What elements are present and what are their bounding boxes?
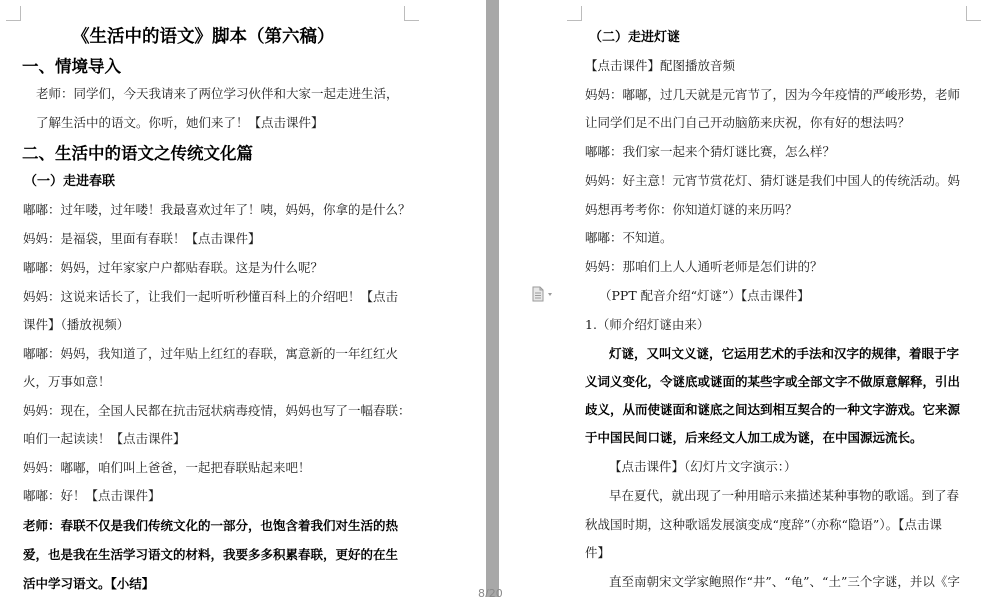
dialog-line: 妈妈：这说来话长了，让我们一起听听秒懂百科上的介绍吧！【点击: [23, 289, 399, 304]
page-corner-mark: [6, 6, 21, 21]
text-line: （PPT 配音介绍“灯谜”）【点击课件】: [599, 288, 810, 303]
dialog-line: 咱们一起读读！【点击课件】: [23, 431, 186, 446]
text-line: 直至南朝宋文学家鲍照作“井”、“龟”、“土”三个字谜，并以《字: [609, 574, 960, 589]
dialog-line: 妈妈：那咱们上人人通听老师是怎们讲的？: [585, 259, 823, 274]
dialog-line: 妈妈：嘟嘟，过几天就是元宵节了，因为今年疫情的严峻形势，老师: [585, 87, 961, 102]
summary-line: 老师：春联不仅是我们传统文化的一部分，也饱含着我们对生活的热: [23, 518, 399, 533]
definition-line: 歧义，从而使谜面和谜底之间达到相互契合的一种文字游戏。它来源: [585, 402, 961, 417]
subsection-heading-couplets: （一）走进春联: [24, 174, 116, 189]
dialog-line: 课件】（播放视频）: [23, 317, 130, 332]
dialog-line: 嘟嘟：妈妈，我知道了，过年贴上红红的春联，寓意新的一年红红火: [23, 346, 399, 361]
text-line: 了解生活中的语文。你听，她们来了！【点击课件】: [36, 115, 324, 130]
summary-line: 爱，也是我在生活学习语文的材料，我要多多积累春联，更好的在生: [23, 547, 399, 562]
subsection-heading-lantern-riddles: （二）走进灯谜: [589, 30, 681, 45]
page-indicator: 8/20: [478, 587, 503, 597]
text-line: 1.（师介绍灯谜由来）: [585, 317, 710, 332]
dialog-line: 妈妈：现在，全国人民都在抗击冠状病毒疫情，妈妈也写了一幅春联：: [23, 403, 411, 418]
dialog-line: 妈想再考考你：你知道灯谜的来历吗？: [585, 202, 798, 217]
text-line: 老师：同学们，今天我请来了两位学习伙伴和大家一起走进生活，: [36, 86, 399, 101]
definition-line: 于中国民间口谜，后来经文人加工成为谜，在中国源远流长。: [585, 430, 923, 445]
document-page-right: [499, 0, 988, 597]
page-corner-mark: [966, 6, 981, 21]
document-comment-icon[interactable]: [531, 286, 555, 302]
definition-line: 灯谜，又叫文义谜，它运用艺术的手法和汉字的规律，着眼于字: [609, 346, 960, 361]
document-page-left: [0, 0, 486, 597]
summary-line: 活中学习语文。【小结】: [23, 576, 155, 591]
script-title: 《生活中的语文》脚本（第六稿）: [72, 27, 335, 47]
text-line: 【点击课件】（幻灯片文字演示：）: [609, 459, 797, 474]
dialog-line: 嘟嘟：过年喽，过年喽！我最喜欢过年了！咦，妈妈，你拿的是什么？: [23, 202, 411, 217]
text-line: 件】: [585, 545, 611, 560]
text-line: 早在夏代，就出现了一种用暗示来描述某种事物的歌谣。到了春: [609, 488, 960, 503]
page-corner-mark: [567, 6, 582, 21]
text-line: 【点击课件】配图播放音频: [585, 58, 736, 73]
section-heading-intro: 一、情境导入: [22, 57, 121, 76]
page-corner-mark: [404, 6, 419, 21]
dialog-line: 嘟嘟：我们家一起来个猜灯谜比赛，怎么样？: [585, 144, 836, 159]
text-line: 秋战国时期，这种歌谣发展演变成“度辞”（亦称“隐语”）。【点击课: [585, 517, 942, 532]
section-heading-culture: 二、生活中的语文之传统文化篇: [22, 144, 253, 163]
dialog-line: 妈妈：好主意！元宵节赏花灯、猜灯谜是我们中国人的传统活动。妈: [585, 173, 961, 188]
dialog-line: 嘟嘟：妈妈，过年家家户户都贴春联。这是为什么呢？: [23, 260, 324, 275]
dialog-line: 妈妈：嘟嘟，咱们叫上爸爸，一起把春联贴起来吧！: [23, 460, 311, 475]
dialog-line: 妈妈：是福袋，里面有春联！【点击课件】: [23, 231, 261, 246]
dialog-line: 嘟嘟：不知道。: [585, 230, 673, 245]
dialog-line: 火，万事如意！: [23, 374, 111, 389]
definition-line: 义词义变化，令谜底或谜面的某些字或全部文字不做原意解释，引出: [585, 374, 961, 389]
dialog-line: 嘟嘟：好！【点击课件】: [23, 488, 161, 503]
dialog-line: 让同学们足不出门自己开动脑筋来庆祝，你有好的想法吗？: [585, 115, 911, 130]
